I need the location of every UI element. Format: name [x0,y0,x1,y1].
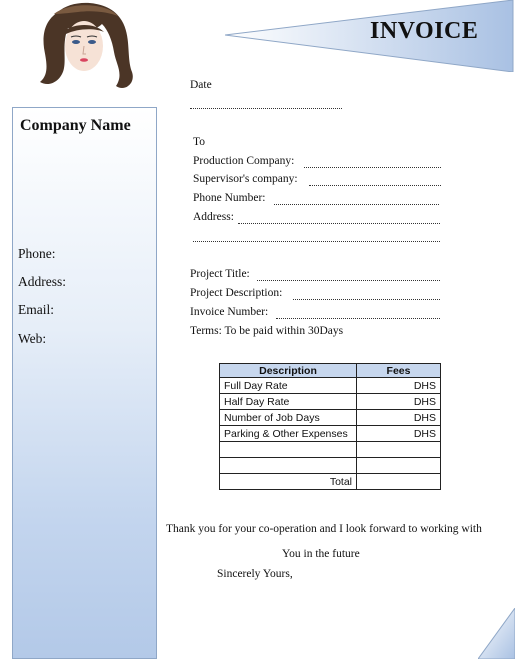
company-sidebar [12,107,157,659]
row-description[interactable]: Full Day Rate [220,378,357,394]
terms-text: Terms: To be paid within 30Days [190,325,344,337]
date-label: Date [190,79,212,91]
company-name: Company Name [20,117,131,134]
invoice-number-label: Invoice Number: [190,306,269,318]
supervisor-company-line[interactable] [309,185,441,186]
phone-number-label: Phone Number: [193,192,266,204]
corner-decoration [478,608,515,659]
address-label: Address: [18,274,66,289]
web-label: Web: [18,331,47,346]
description-header: Description [220,364,357,378]
signoff-text: Sincerely Yours, [217,568,293,580]
table-row [220,394,441,410]
project-title-label: Project Title: [190,268,250,280]
table-row [220,426,441,442]
to-label: To [193,136,205,148]
supervisor-company-label: Supervisor's company: [193,173,298,185]
table-row [220,378,441,394]
table-total-row [220,474,441,490]
fees-table [219,363,441,490]
table-row [220,410,441,426]
phone-label: Phone: [18,246,56,261]
production-company-label: Production Company: [193,155,295,167]
project-description-label: Project Description: [190,287,283,299]
row-fee[interactable]: DHS [357,378,441,394]
row-description[interactable]: Half Day Rate [220,394,357,410]
row-fee[interactable]: DHS [357,410,441,426]
row-fee[interactable] [357,442,441,458]
project-description-line[interactable] [293,299,440,300]
row-fee[interactable]: DHS [357,394,441,410]
table-row [220,442,441,458]
address-field-label: Address: [193,211,234,223]
address-line-1[interactable] [238,223,440,224]
date-line[interactable] [190,108,342,109]
project-title-line[interactable] [257,280,440,281]
production-company-line[interactable] [304,167,441,168]
address-line-2[interactable] [193,241,440,242]
total-value[interactable] [357,474,441,490]
row-description[interactable] [220,458,357,474]
row-fee[interactable]: DHS [357,426,441,442]
row-description[interactable] [220,442,357,458]
future-text: You in the future [282,548,360,560]
row-description[interactable]: Number of Job Days [220,410,357,426]
table-row [220,458,441,474]
fees-header: Fees [357,364,441,378]
thank-you-text: Thank you for your co-operation and I look forward to working with [166,523,482,535]
row-fee[interactable] [357,458,441,474]
invoice-title: INVOICE [370,18,479,44]
total-label: Total [220,474,357,490]
invoice-number-line[interactable] [276,318,440,319]
woman-face-logo [28,2,138,94]
email-label: Email: [18,302,54,317]
table-header-row [220,364,441,378]
phone-number-line[interactable] [274,204,439,205]
row-description[interactable]: Parking & Other Expenses [220,426,357,442]
